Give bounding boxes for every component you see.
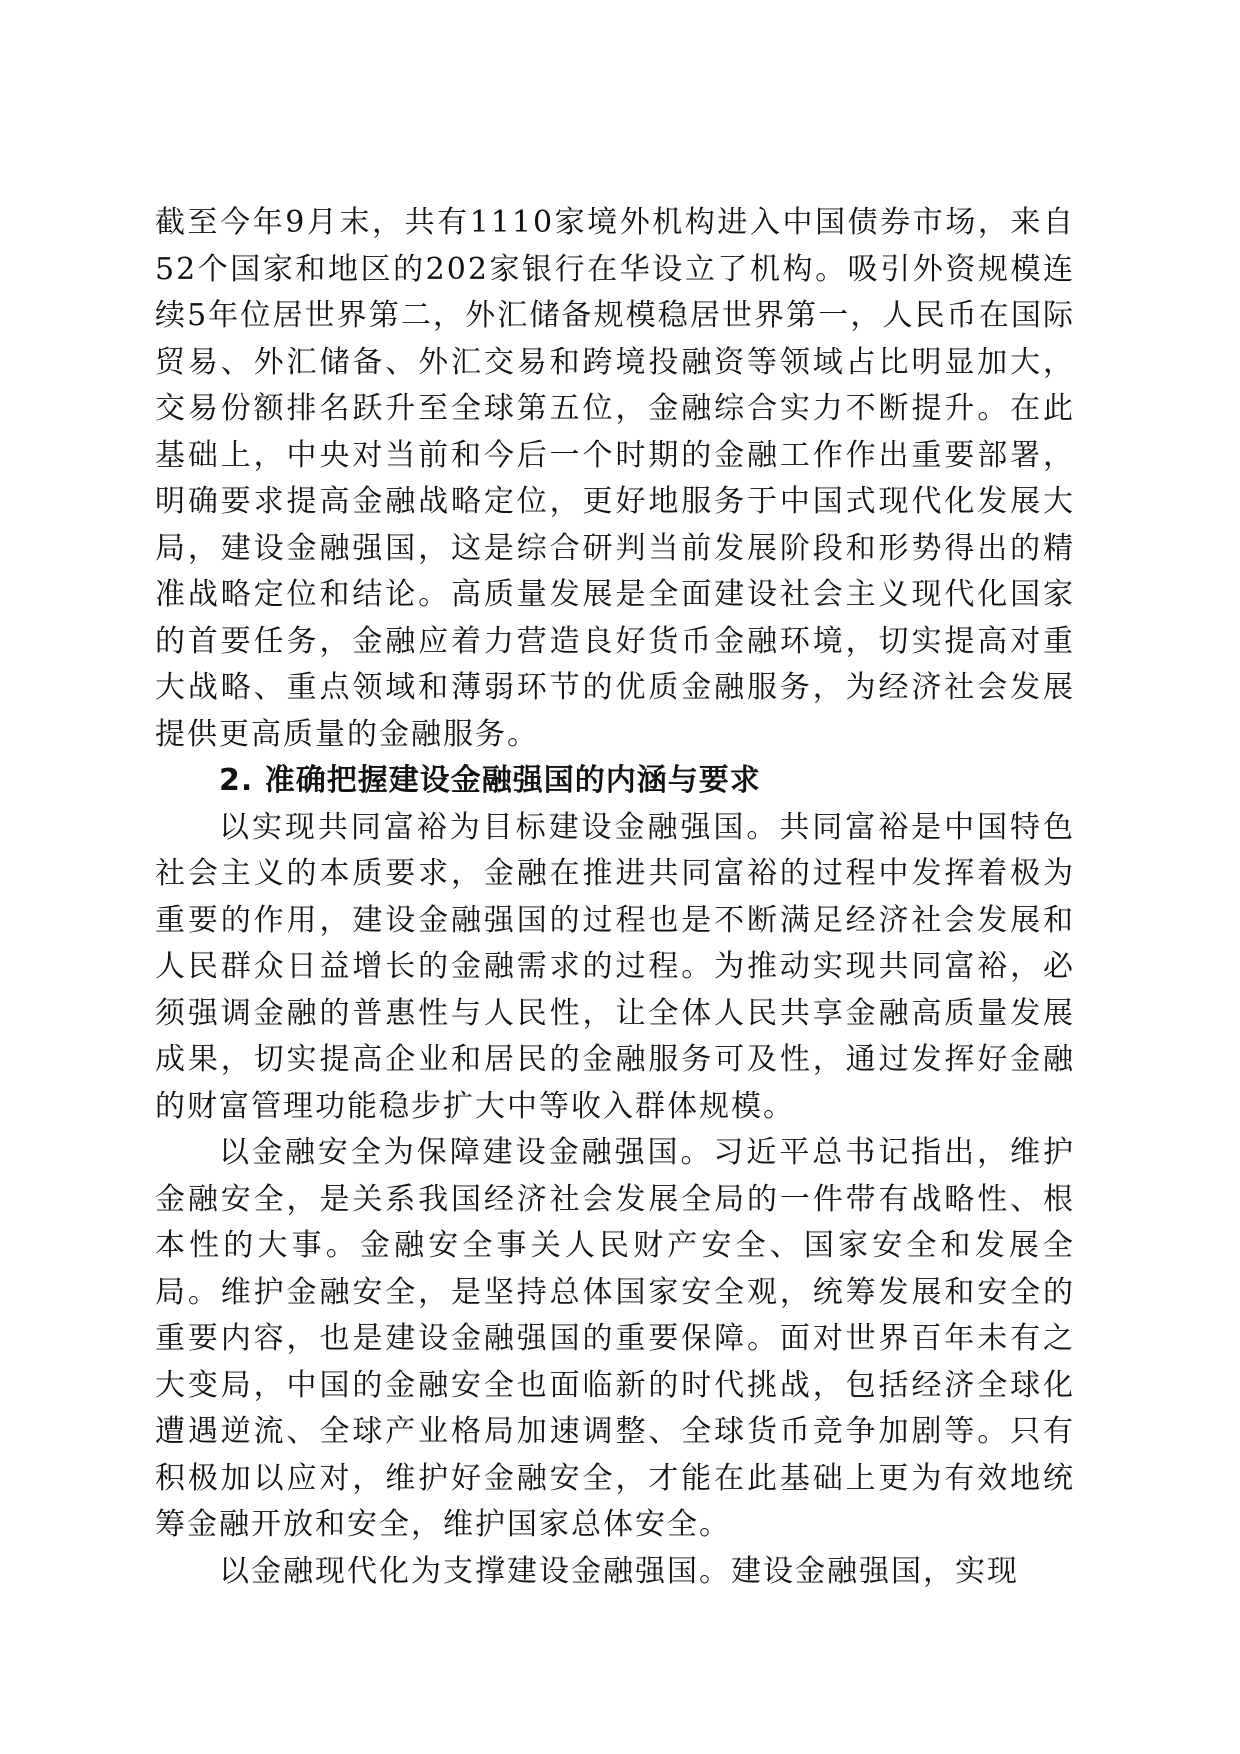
document-body	[155, 200, 1075, 1595]
paragraph-1: 截至今年9月末，共有1110家境外机构进入中国债券市场，来自52个国家和地区的202家银行在华设立了机构。吸引外资规模连续5年位居世界第二，外汇储备规模稳居世界第一，人民币在国际贸易、外汇储备、外汇交易和跨境投融资等领域占比明显加大，交易份额排名跃升至全球第五位，金融综合实力不断提升。在此基础上，中央对当前和今后一个时期的金融工作作出重要部署，明确要求提高金融战略定位，更好地服务于中国式现代化发展大局，建设金融强国，这是综合研判当前发展阶段和形势得出的精准战略定位和结论。高质量发展是全面建设社会主义现代化国家的首要任务，金融应着力营造良好货币金融环境，切实提高对重大战略、重点领域和薄弱环节的优质金融服务，为经济社会发展提供更高质量的金融服务。	[155, 205, 1075, 752]
paragraph-4: 以金融现代化为支撑建设金融强国。建设金融强国，实现	[219, 1553, 1019, 1589]
section-heading: 2. 准确把握建设金融强国的内涵与要求	[219, 763, 761, 798]
paragraph-3: 以金融安全为保障建设金融强国。习近平总书记指出，维护金融安全，是关系我国经济社会发展全局的一件带有战略性、根本性的大事。金融安全事关人民财产安全、国家安全和发展全局。维护金融安全，是坚持总体国家安全观，统筹发展和安全的重要内容，也是建设金融强国的重要保障。面对世界百年未有之大变局，中国的金融安全也面临新的时代挑战，包括经济全球化遭遇逆流、全球产业格局加速调整、全球货币竞争加剧等。只有积极加以应对，维护好金融安全，才能在此基础上更为有效地统筹金融开放和安全，维护国家总体安全。	[155, 1135, 1075, 1542]
paragraph-2: 以实现共同富裕为目标建设金融强国。共同富裕是中国特色社会主义的本质要求，金融在推进共同富裕的过程中发挥着极为重要的作用，建设金融强国的过程也是不断满足经济社会发展和人民群众日益增长的金融需求的过程。为推动实现共同富裕，必须强调金融的普惠性与人民性，让全体人民共享金融高质量发展成果，切实提高企业和居民的金融服务可及性，通过发挥好金融的财富管理功能稳步扩大中等收入群体规模。	[155, 809, 1075, 1124]
